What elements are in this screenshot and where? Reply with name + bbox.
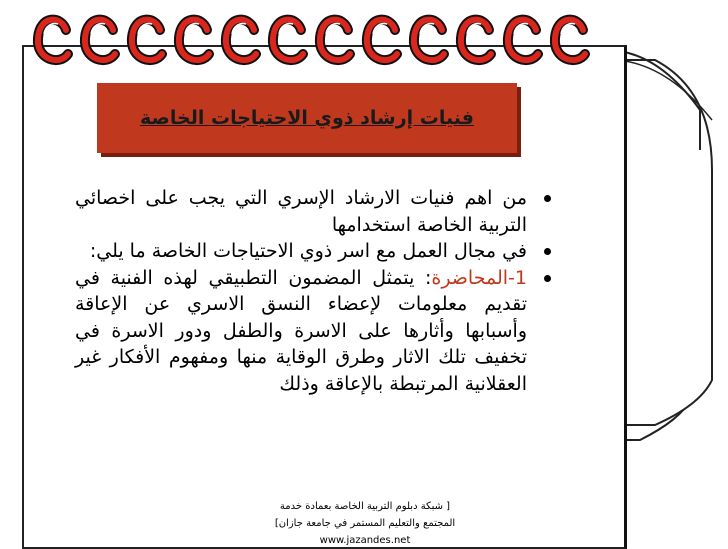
- bullet-highlight: 1-المحاضرة: [431, 266, 527, 289]
- bullet-text: : يتمثل المضمون التطبيقي لهذه الفنية في تقديم معلومات لإعضاء النسق الاسري عن الإعاقة وأسبابها وأثارها على الاسرة والطفل ودور الاسرة في تخفيف تلك الاثار وطرق الوقاية منها ومفهوم الأفكار غير العقلانية المرتبطة بالإعاقة وذلك: [75, 266, 527, 395]
- notebook-spiral-icon: [20, 8, 620, 78]
- bullet-item: [75, 238, 555, 265]
- bullet-dot-icon: [544, 248, 551, 255]
- footer-line: [ شبكة دبلوم التربية الخاصة بعمادة خدمة: [279, 501, 451, 512]
- footer: [255, 498, 475, 549]
- footer-line: المجتمع والتعليم المستمر في جامعة جازان]: [274, 518, 456, 529]
- bullet-dot-icon: [544, 275, 551, 282]
- slide-title: فنيات إرشاد ذوي الاحتياجات الخاصة: [140, 107, 474, 129]
- bullet-item: [75, 185, 555, 238]
- bullet-item: [75, 265, 555, 398]
- bullet-list: [75, 185, 555, 397]
- bullet-dot-icon: [544, 195, 551, 202]
- title-box: [97, 83, 517, 153]
- bullet-text: في مجال العمل مع اسر ذوي الاحتياجات الخاصة ما يلي:: [89, 240, 527, 262]
- bullet-text: من اهم فنيات الارشاد الإسري التي يجب على اخصائي التربية الخاصة استخدامها: [75, 187, 527, 236]
- footer-url: www.jazandes.net: [319, 535, 411, 546]
